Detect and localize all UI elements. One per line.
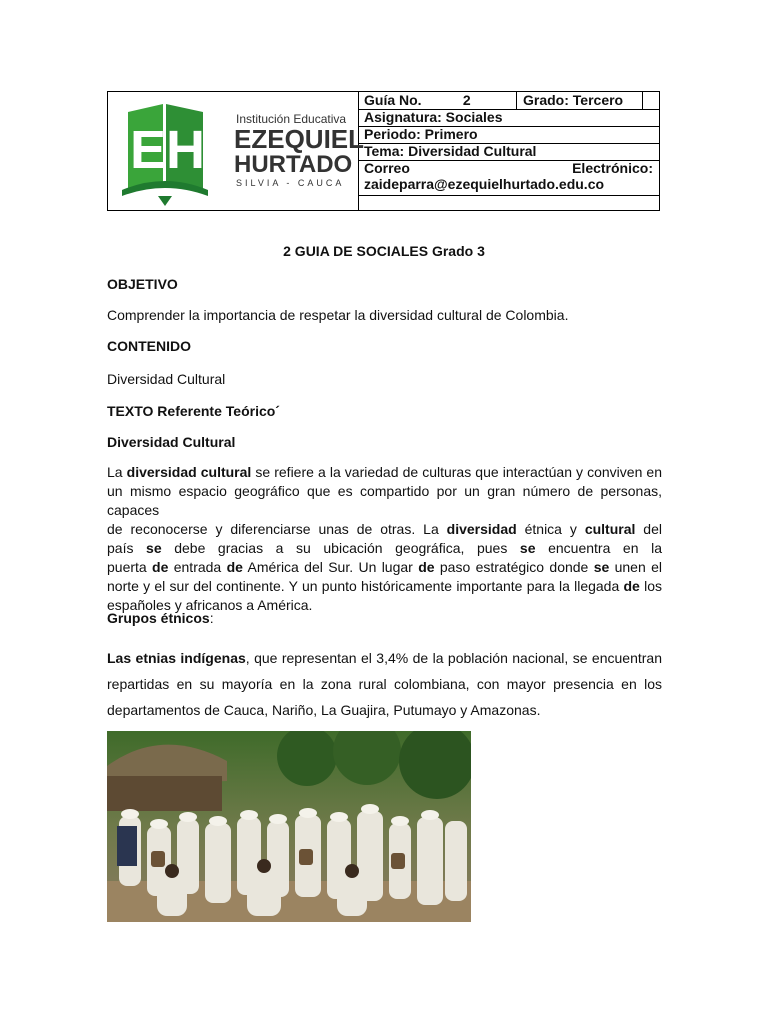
texto-heading: TEXTO Referente Teórico´: [107, 403, 280, 419]
diversidad-paragraph: [107, 463, 662, 615]
electronico-label: Electrónico:: [572, 160, 653, 176]
row-empty: [358, 195, 659, 210]
logo-line2: EZEQUIEL: [234, 124, 365, 154]
row-asignatura: Asignatura: Sociales: [358, 109, 659, 127]
etnias-paragraph: [107, 645, 662, 723]
guia-label: Guía No.: [364, 92, 422, 108]
para1-line: puerta de entrada de América del Sur. Un lugar de paso estratégico donde se unen el: [107, 559, 662, 575]
logo-line1: Institución Educativa: [236, 112, 347, 126]
header-table: [107, 91, 660, 211]
indigenous-group-photo: [107, 731, 471, 922]
grado-label: Grado: Tercero: [516, 92, 623, 109]
para1-line: La diversidad cultural se refiere a la variedad de culturas que interactúan y conviven en: [107, 464, 663, 480]
contenido-heading: CONTENIDO: [107, 338, 191, 354]
para2-line: repartidas en su mayoría en la zona rural colombiana, con mayor presencia en los: [107, 676, 662, 692]
para1-line: españoles y africanos a América.: [107, 597, 313, 613]
para2-line: Las etnias indígenas, que representan el 3,4% de la población nacional, se encuentran: [107, 650, 662, 666]
logo-line4: SILVIA - CAUCA: [236, 178, 345, 188]
objetivo-heading: OBJETIVO: [107, 276, 178, 292]
monogram-text: EH: [130, 120, 206, 180]
contenido-text: Diversidad Cultural: [107, 371, 226, 387]
para1-line: un mismo espacio geográfico que es compartido por un gran número de personas, capaces: [107, 483, 662, 518]
row-correo: [358, 160, 659, 196]
header-info: [358, 92, 659, 210]
document-title: 2 GUIA DE SOCIALES Grado 3: [283, 243, 485, 259]
para2-line: departamentos de Cauca, Nariño, La Guajira, Putumayo y Amazonas.: [107, 702, 541, 718]
school-logo: [108, 92, 365, 210]
para1-line: país se debe gracias a su ubicación geográfica, pues se encuentra en la: [107, 540, 662, 556]
row-guia: [358, 92, 659, 110]
grupos-heading: Grupos étnicos: [107, 610, 210, 626]
logo-line3: HURTADO: [234, 151, 353, 178]
email-address: zaideparra@ezequielhurtado.edu.co: [364, 176, 605, 192]
diversidad-heading: Diversidad Cultural: [107, 434, 236, 450]
cell-divider: [642, 92, 643, 109]
row-periodo: Periodo: Primero: [358, 126, 659, 144]
correo-label: Correo: [364, 160, 410, 176]
para1-line: norte y el sur del continente. Y un punto históricamente importante para la llegada de los: [107, 578, 662, 594]
grupos-heading-line: Grupos étnicos:: [107, 610, 214, 626]
objetivo-text: Comprender la importancia de respetar la diversidad cultural de Colombia.: [107, 307, 569, 323]
row-tema: Tema: Diversidad Cultural: [358, 143, 659, 161]
para1-line: de reconocerse y diferenciarse unas de otras. La diversidad étnica y cultural del: [107, 521, 662, 537]
guia-number: 2: [462, 92, 471, 108]
